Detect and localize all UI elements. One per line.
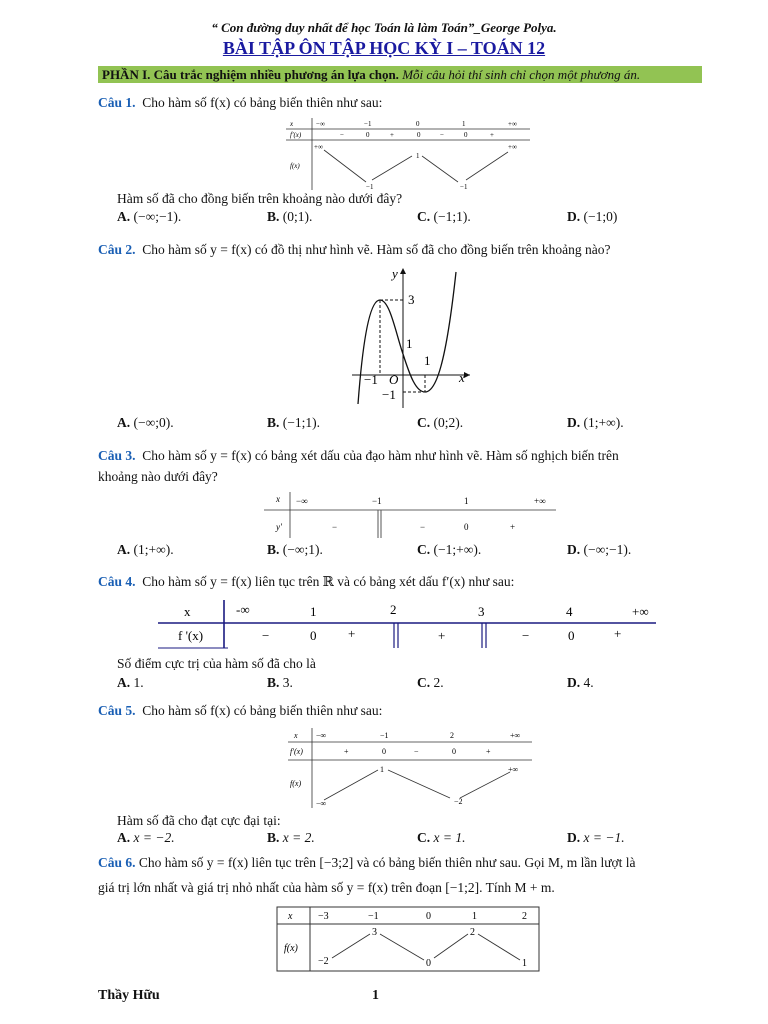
q3-yp-1: − (420, 522, 426, 532)
q4-fp-0: − (262, 628, 270, 643)
q1-f-4: +∞ (508, 143, 517, 151)
q6-f-2: 0 (426, 958, 431, 969)
q5-option-a[interactable]: A. x = −2. (117, 830, 175, 845)
q4-fp-3: + (438, 628, 446, 643)
q1-x-1: −1 (364, 120, 372, 128)
graph-label-1-y: 1 (406, 336, 413, 351)
q4-option-c[interactable]: C. 2. (417, 675, 444, 690)
graph-label-neg1-x: −1 (364, 372, 378, 387)
question-6-number: Câu 6. (98, 855, 136, 870)
q3-yp-label: y′ (276, 522, 282, 532)
question-3-text: Cho hàm số y = f(x) có bảng xét dấu của đạo hàm như hình vẽ. Hàm số nghịch biến trên (142, 448, 619, 463)
question-5 (98, 703, 382, 719)
q3-x-0: −∞ (296, 496, 308, 506)
q3-yp-2: 0 (464, 522, 469, 532)
q3-option-a[interactable]: A. (1;+∞). (117, 542, 174, 557)
question-1-ask: Hàm số đã cho đồng biến trên khoảng nào dưới đây? (117, 191, 403, 206)
q5-variation-table (288, 726, 532, 810)
q5-fp-label: f′(x) (290, 747, 303, 756)
part-heading-bold: PHẦN I. Câu trắc nghiệm nhiều phương án lựa chọn. (102, 67, 399, 82)
q6-x-2: −1 (368, 911, 379, 922)
q4-fp-6: + (614, 626, 622, 641)
q6-f-0: −2 (318, 956, 329, 967)
question-4-text: Cho hàm số y = f(x) liên tục trên ℝ và có bảng xét dấu f′(x) như sau: (142, 574, 515, 589)
q5-x-3: +∞ (510, 731, 521, 740)
question-4 (98, 574, 514, 590)
graph-label-3: 3 (408, 292, 415, 307)
question-2-text: Cho hàm số y = f(x) có đồ thị như hình vẽ. Hàm số đã cho đồng biến trên khoảng nào? (142, 242, 611, 257)
q4-x-3: 2 (390, 602, 397, 617)
q1-fp-label: f′(x) (290, 131, 302, 139)
question-3-line-2: khoảng nào dưới đây? (98, 469, 218, 484)
q4-fp-label: f '(x) (178, 628, 204, 643)
question-3-number: Câu 3. (98, 448, 136, 463)
q1-f-label: f(x) (290, 162, 300, 170)
q1-variation-table (286, 116, 530, 192)
q6-x-4: 1 (472, 911, 477, 922)
q1-fp-3: 0 (417, 131, 421, 139)
graph-label-neg1-y: −1 (382, 387, 396, 402)
q1-f-3: −1 (460, 183, 468, 191)
q6-x-label: x (288, 911, 293, 922)
question-1 (98, 95, 382, 111)
q2-option-a[interactable]: A. (−∞;0). (117, 415, 174, 430)
q6-x-5: 2 (522, 911, 527, 922)
q3-option-c[interactable]: C. (−1;+∞). (417, 542, 482, 557)
q6-f-1: 3 (372, 927, 377, 938)
q1-option-c[interactable]: C. (−1;1). (417, 209, 471, 224)
q3-option-b[interactable]: B. (−∞;1). (267, 542, 323, 557)
q1-x-2: 0 (416, 120, 420, 128)
q4-fp-2: + (348, 626, 356, 641)
q4-x-2: 1 (310, 604, 317, 619)
question-6-text: Cho hàm số y = f(x) liên tục trên [−3;2] và có bảng biến thiên như sau. Gọi M, m lần lượt là (138, 855, 636, 870)
q3-option-d[interactable]: D. (−∞;−1). (567, 542, 632, 557)
question-5-text: Cho hàm số f(x) có bảng biến thiên như sau: (142, 703, 383, 718)
q1-f-2: 1 (416, 152, 420, 160)
question-2-number: Câu 2. (98, 242, 136, 257)
page-number: 1 (372, 988, 379, 1003)
q5-option-b[interactable]: B. x = 2. (267, 830, 315, 845)
q4-x-6: +∞ (632, 604, 649, 619)
q4-option-b[interactable]: B. 3. (267, 675, 293, 690)
q6-x-1: −3 (318, 911, 329, 922)
page-title: BÀI TẬP ÔN TẬP HỌC KỲ I – TOÁN 12 (222, 38, 546, 58)
question-6 (98, 855, 636, 871)
q1-fp-4: − (440, 131, 444, 139)
q3-sign-table (264, 490, 556, 540)
graph-y-label: y (392, 266, 398, 281)
q4-x-label: x (184, 604, 191, 619)
question-4-number: Câu 4. (98, 574, 136, 589)
q5-option-d[interactable]: D. x = −1. (567, 830, 625, 845)
question-5-ask: Hàm số đã cho đạt cực đại tại: (117, 813, 281, 828)
q4-fp-5: 0 (568, 628, 575, 643)
q2-option-b[interactable]: B. (−1;1). (267, 415, 320, 430)
q1-fp-6: + (490, 131, 494, 139)
q6-variation-table (276, 906, 540, 972)
question-3 (98, 448, 619, 464)
q5-fp-3: 0 (452, 747, 456, 756)
q4-fp-4: − (522, 628, 530, 643)
q5-fp-1: 0 (382, 747, 386, 756)
q1-x-3: 1 (462, 120, 466, 128)
q5-f-2: −2 (454, 797, 463, 806)
q6-f-3: 2 (470, 927, 475, 938)
question-1-number: Câu 1. (98, 95, 136, 110)
q1-f-1: −1 (366, 183, 374, 191)
question-4-ask: Số điểm cực trị của hàm số đã cho là (117, 656, 316, 671)
q1-option-d[interactable]: D. (−1;0) (567, 209, 618, 224)
q3-x-label: x (276, 494, 280, 504)
q3-x-3: +∞ (534, 496, 546, 506)
graph-x-label: x (459, 370, 465, 385)
q5-x-2: 2 (450, 731, 454, 740)
q3-x-1: −1 (372, 496, 382, 506)
part-heading (98, 66, 702, 83)
q3-yp-3: + (510, 522, 516, 532)
q4-option-d[interactable]: D. 4. (567, 675, 594, 690)
q4-fp-1: 0 (310, 628, 317, 643)
graph-origin: O (389, 372, 399, 387)
q6-f-label: f(x) (284, 943, 298, 954)
q1-fp-1: 0 (366, 131, 370, 139)
q5-fp-0: + (344, 747, 349, 756)
q5-fp-4: + (486, 747, 491, 756)
q1-x-4: +∞ (508, 120, 517, 128)
q4-sign-table (158, 598, 658, 650)
q1-option-a[interactable]: A. (−∞;−1). (117, 209, 182, 224)
q5-option-c[interactable]: C. x = 1. (417, 830, 466, 845)
q6-f-4: 1 (522, 958, 527, 969)
q1-fp-0: − (340, 131, 344, 139)
q2-option-c[interactable]: C. (0;2). (417, 415, 464, 430)
q5-f-1: 1 (380, 765, 384, 774)
q3-x-2: 1 (464, 496, 469, 506)
q1-fp-2: + (390, 131, 394, 139)
q6-x-3: 0 (426, 911, 431, 922)
q5-x-1: −1 (380, 731, 389, 740)
q3-yp-0: − (332, 522, 338, 532)
q5-f-label: f(x) (290, 779, 302, 788)
part-heading-italic: Mỗi câu hỏi thí sinh chỉ chọn một phương án. (398, 67, 641, 82)
graph-label-1-x: 1 (424, 353, 431, 368)
header-quote: “ Con đường duy nhất để học Toán là làm Toán”_George Polya. (211, 20, 557, 35)
q5-fp-2: − (414, 747, 419, 756)
question-2 (98, 242, 610, 258)
q1-f-0: +∞ (314, 143, 323, 151)
q4-x-5: 4 (566, 604, 573, 619)
q5-x-label: x (294, 731, 298, 740)
question-6-line-2: giá trị lớn nhất và giá trị nhỏ nhất của hàm số y = f(x) trên đoạn [−1;2]. Tính M + m. (98, 880, 555, 895)
q5-x-0: −∞ (316, 731, 327, 740)
q1-x-0: −∞ (316, 120, 325, 128)
q5-f-3: +∞ (508, 765, 519, 774)
q2-option-d[interactable]: D. (1;+∞). (567, 415, 624, 430)
q4-x-4: 3 (478, 604, 485, 619)
q5-arrows (324, 770, 510, 800)
question-1-text: Cho hàm số f(x) có bảng biến thiên như sau: (142, 95, 383, 110)
q1-x-label: x (290, 120, 294, 128)
q1-fp-5: 0 (464, 131, 468, 139)
q4-x-1: -∞ (236, 602, 250, 617)
q2-graph (346, 264, 474, 410)
q4-option-a[interactable]: A. 1. (117, 675, 144, 690)
footer-author: Thầy Hữu (98, 988, 160, 1003)
q1-option-b[interactable]: B. (0;1). (267, 209, 313, 224)
q6-arrows (332, 934, 520, 960)
q5-f-0: −∞ (316, 799, 327, 808)
question-5-number: Câu 5. (98, 703, 136, 718)
